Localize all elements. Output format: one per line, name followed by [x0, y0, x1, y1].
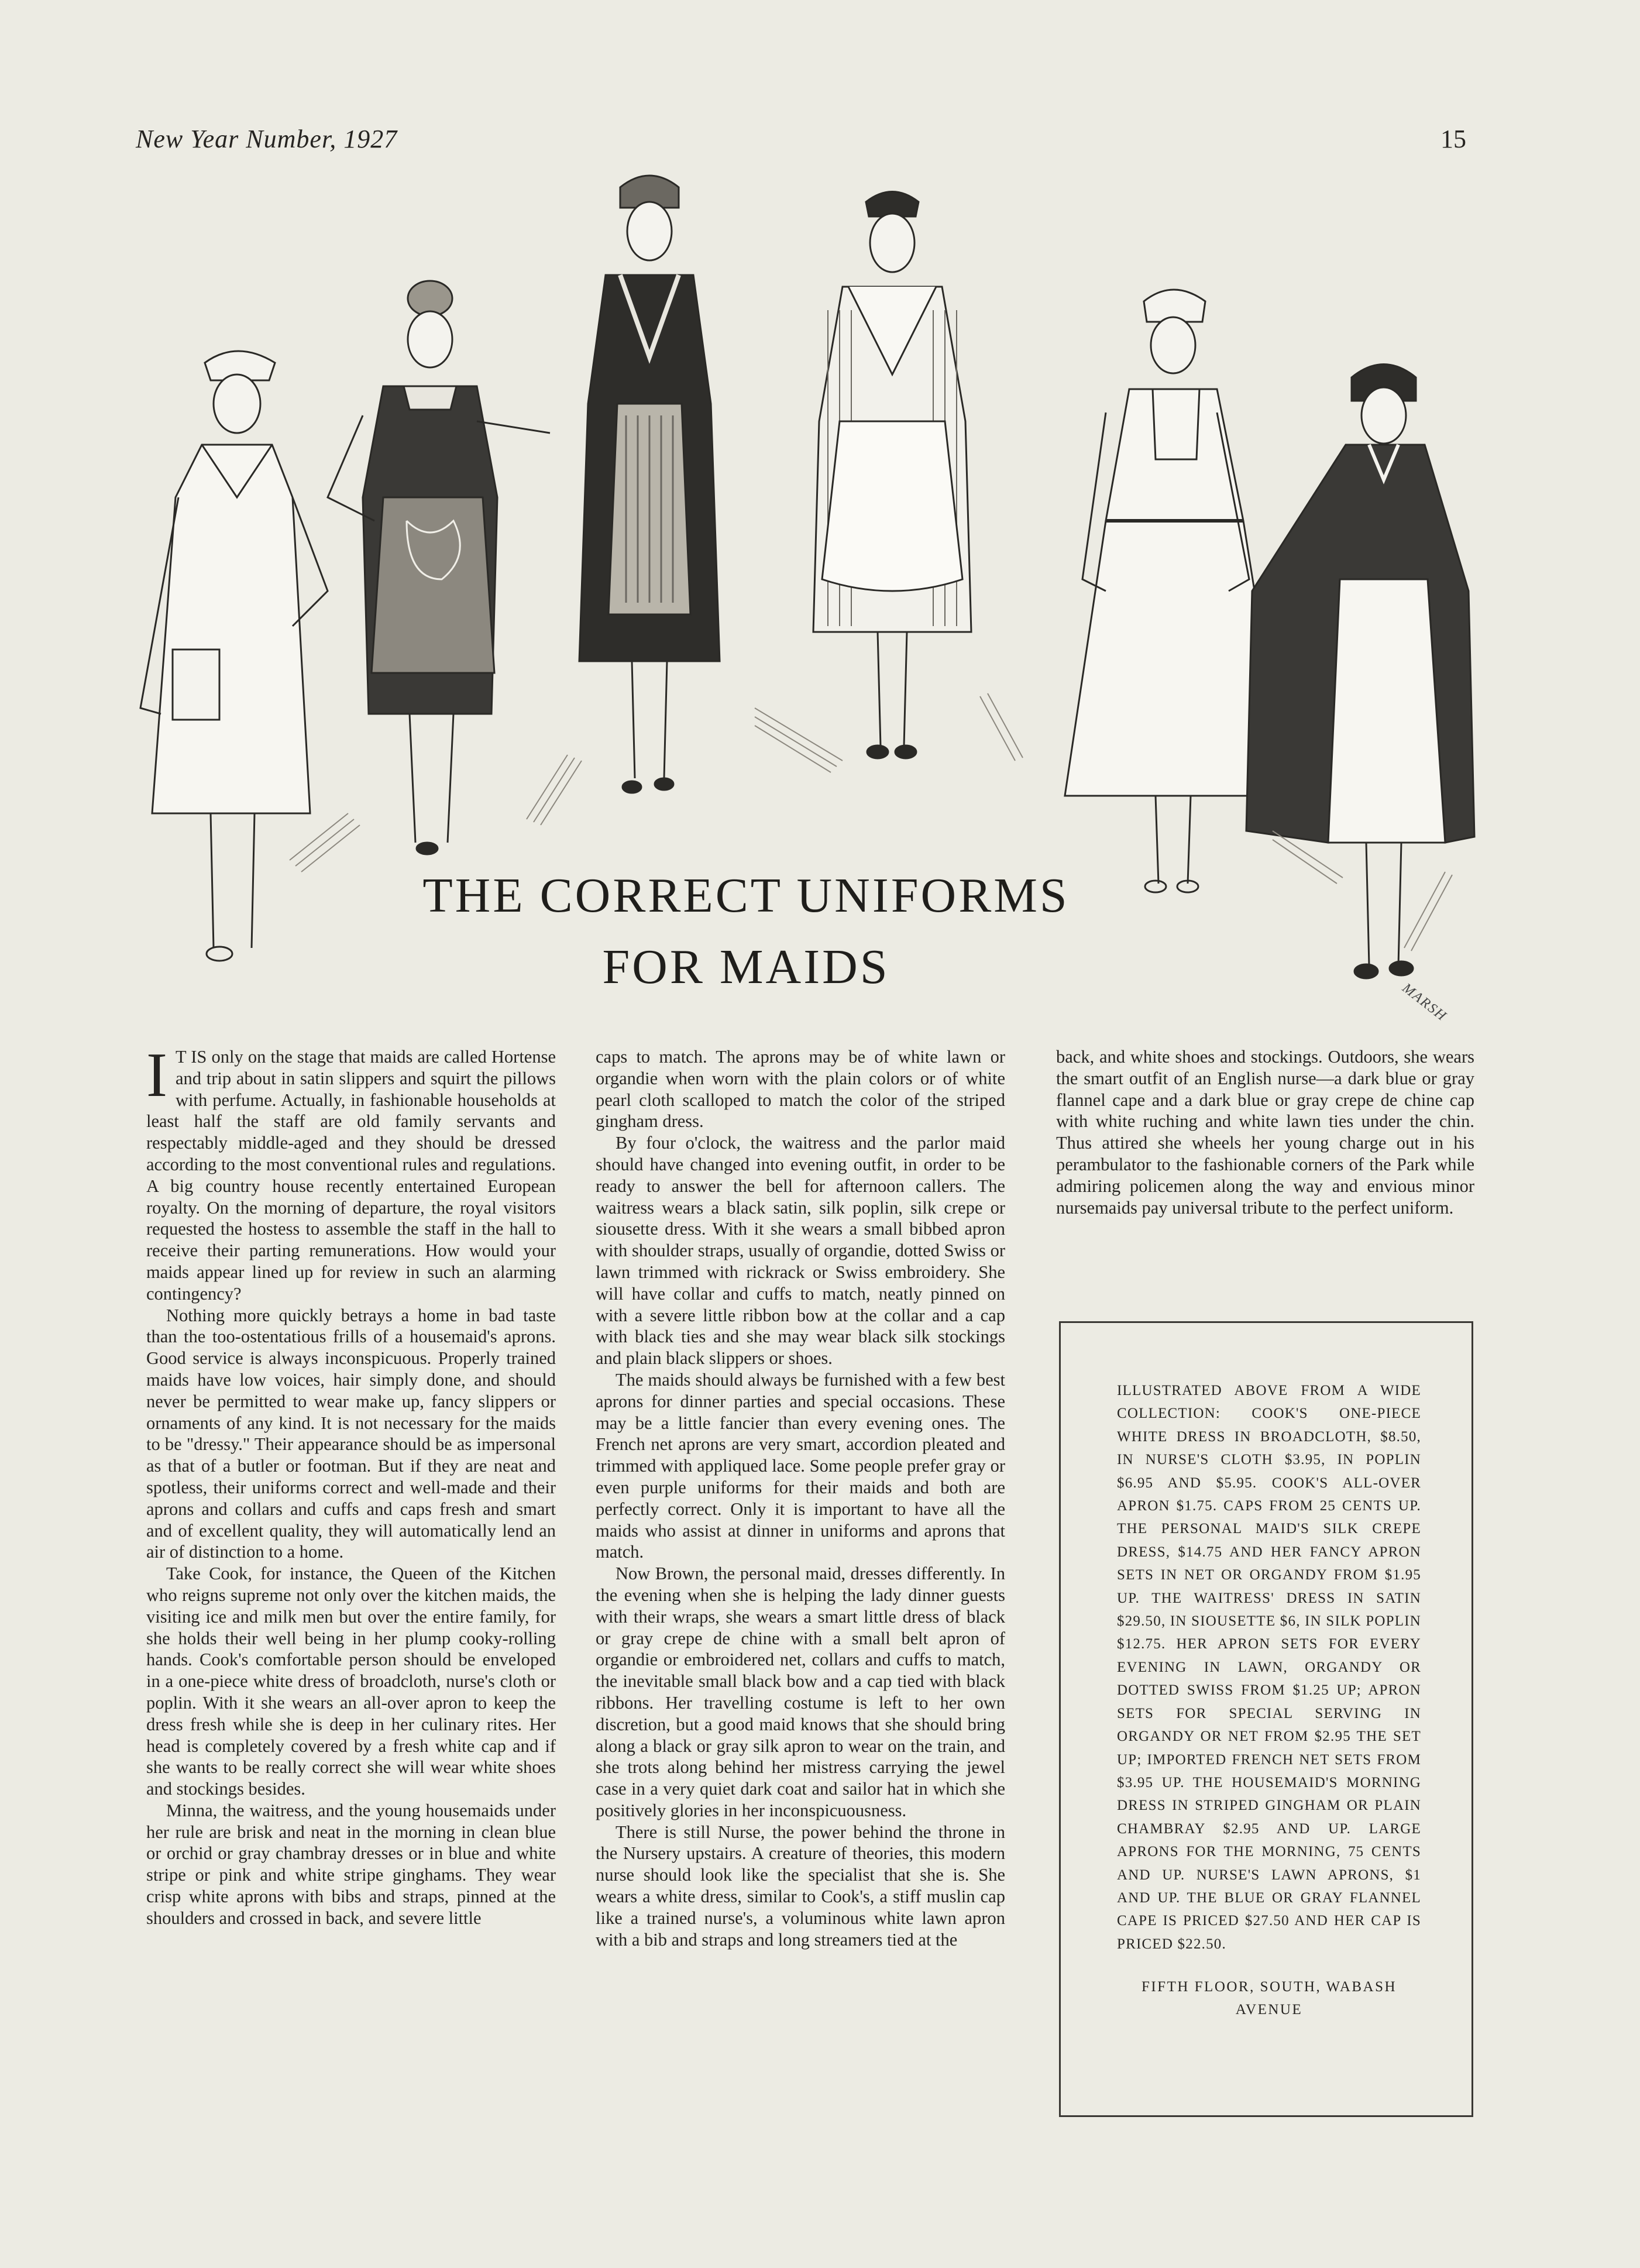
paragraph-5: caps to match. The aprons may be of white lawn or organdie when worn with the plain colors or of white pearl cloth scalloped to match the color of the striped gingham dress.: [596, 1047, 1005, 1132]
price-list-box: [1059, 1321, 1473, 2117]
paragraph-7: The maids should always be furnished with a few best aprons for dinner parties and special occasions. These may be a little fancier than every evening ones. The French net aprons are very smart, accordion pleated and trimmed with appliqued lace. Some people prefer gray or even purple uniforms for their maids and both are perfectly correct. Only it is important to have all the maids who assist at dinner in uniforms and aprons that match.: [596, 1369, 1005, 1562]
paragraph-1-text: T IS only on the stage that maids are called Hortense and trip about in satin slippers and squirt the pillows with perfume. Actually, in fashionable households at least half the staff are old family servants and respectably middle-aged and they should be dressed according to the most conventional rules and regulations. A big country house recently entertained European royalty. On the morning of departure, the royal visitors requested the hostess to assemble the staff in the hall to receive their parting remunerations. How would your maids appear lined up for review in such an alarming contingency?: [146, 1047, 556, 1304]
paragraph-8: Now Brown, the personal maid, dresses differently. In the evening when she is helping the lady dinner guests with their wraps, she wears a smart little dress of black or gray crepe de chine with a small belt apron of organdie or embroidered net, collars and cuffs to match, the inevitable small black bow and a cap tied with black ribbons. Her travelling costume is left to her own discretion, but a good maid knows that she should bring along a black or gray silk apron to wear on the train, and she trots along behind her mistress carrying the jewel case in a very quiet dark coat and sailor hat in which she positively glories in her inconspicuousness.: [596, 1563, 1005, 1820]
price-list-text: ILLUSTRATED ABOVE FROM A WIDE COLLECTION: COOK'S ONE-PIECE WHITE DRESS IN BROADCLOTH, $8.50, IN NURSE'S CLOTH $3.95, IN POPLIN $6.95 AND $5.95. COOK'S ALL-OVER APRON $1.75. CAPS FROM 25 CENTS UP. THE PERSONAL MAID'S SILK CREPE DRESS, $14.75 AND HER FANCY APRON SETS IN NET OR ORGANDY FROM $1.95 UP. THE WAITRESS' DRESS IN SATIN $29.50, IN SIOUSETTE $6, IN SILK POPLIN $12.75. HER APRON SETS FOR EVERY EVENING IN LAWN, ORGANDY OR DOTTED SWISS FROM $1.25 UP; APRON SETS FOR SPECIAL SERVING IN ORGANDY OR NET FROM $2.95 THE SET UP; IMPORTED FRENCH NET SETS FROM $3.95 UP. THE HOUSEMAID'S MORNING DRESS IN STRIPED GINGHAM OR PLAIN CHAMBRAY $2.95 AND UP. LARGE APRONS FOR THE MORNING, 75 CENTS AND UP. NURSE'S LAWN APRONS, $1 AND UP. THE BLUE OR GRAY FLANNEL CAPE IS PRICED $27.50 AND HER CAP IS PRICED $22.50.: [1117, 1383, 1421, 1952]
paragraph-4: Minna, the waitress, and the young housemaids under her rule are brisk and neat in the morning in clean blue or orchid or gray chambray dresses or in blue and white stripe or pink and white stripe ginghams. They wear crisp white aprons with bibs and straps, pinned at the shoulders and crossed in back, and severe little: [146, 1800, 556, 1928]
article-headline: [386, 860, 1106, 1003]
headline-line-1: THE CORRECT UNIFORMS: [422, 868, 1070, 923]
headline-line-2: FOR MAIDS: [602, 940, 890, 994]
paragraph-10: back, and white shoes and stockings. Outdoors, she wears the smart outfit of an English nurse—a dark blue or gray flannel cape and a dark blue or gray crepe de chine cap with white ruching and white lawn ties under the chin. Thus attired she wheels her young charge out in his perambulator to the fashionable corners of the Park while admiring policemen along the way and envious minor nursemaids pay universal tribute to the perfect uniform.: [1056, 1047, 1474, 1218]
paragraph-1: [146, 1040, 556, 1305]
nurse-cape-figure: [1246, 365, 1474, 979]
article-column-3: [1056, 1046, 1474, 1218]
paragraph-6: By four o'clock, the waitress and the parlor maid should have changed into evening outfit, in order to be ready to answer the bell for afternoon callers. The waitress wears a black satin, silk poplin, silk crepe or siousette dress. With it she wears a small bibbed apron with shoulder straps, usually of organdie, dotted Swiss or lawn trimmed with rickrack or Swiss embroidery. She will have collar and cuffs to match, neatly pinned on with a severe little ribbon bow at the collar and a cap with black ties and she may wear black silk stockings and plain black slippers or shoes.: [596, 1133, 1005, 1369]
drop-cap: I: [146, 1040, 167, 1110]
store-location: FIFTH FLOOR, SOUTH, WABASH AVENUE: [1141, 1979, 1397, 2018]
waitress-figure: [579, 176, 720, 793]
page-number: 15: [1440, 125, 1466, 153]
article-column-2: [596, 1046, 1005, 1950]
issue-header: New Year Number, 1927: [136, 125, 398, 153]
artist-signature: MARSH: [1399, 980, 1450, 1025]
cook-figure: [140, 351, 328, 961]
article-column-1: [146, 1040, 556, 1929]
parlor-maid-figure: [813, 192, 971, 759]
paragraph-3: Take Cook, for instance, the Queen of the Kitchen who reigns supreme not only over the kitchen maids, the visiting ice and milk men but over the entire family, for she holds their well being in her plump cooky-rolling hands. Cook's comfortable person should be enveloped in a one-piece white dress of broadcloth, nurse's cloth or poplin. With it she wears an all-over apron to keep the dress fresh while she is deep in her culinary rites. Her head is completely covered by a fresh white cap and if she wants to be really correct she will wear white shoes and stockings besides.: [146, 1563, 556, 1799]
housemaid-figure: [328, 281, 550, 854]
paragraph-2: Nothing more quickly betrays a home in bad taste than the too-ostentatious frills of a housemaid's aprons. Good service is always inconspicuous. Properly trained maids have low voices, hair simply done, and should never be permitted to wear make up, fancy slippers or ornaments of any kind. It is not necessary for the maids to be "dressy." Their appearance should be as impersonal as that of a butler or footman. But if they are neat and spotless, their uniforms correct and well-made and their aprons and collars and cuffs and caps fresh and smart and of excellent quality, they will automatically lend an air of distinction to a home.: [146, 1305, 556, 1562]
paragraph-9: There is still Nurse, the power behind the throne in the Nursery upstairs. A creature of theories, this modern nurse should look like the specialist that she is. She wears a white dress, similar to Cook's, a stiff muslin cap like a trained nurse's, a voluminous white lawn apron with a bib and straps and long streamers tied at the: [596, 1822, 1005, 1950]
